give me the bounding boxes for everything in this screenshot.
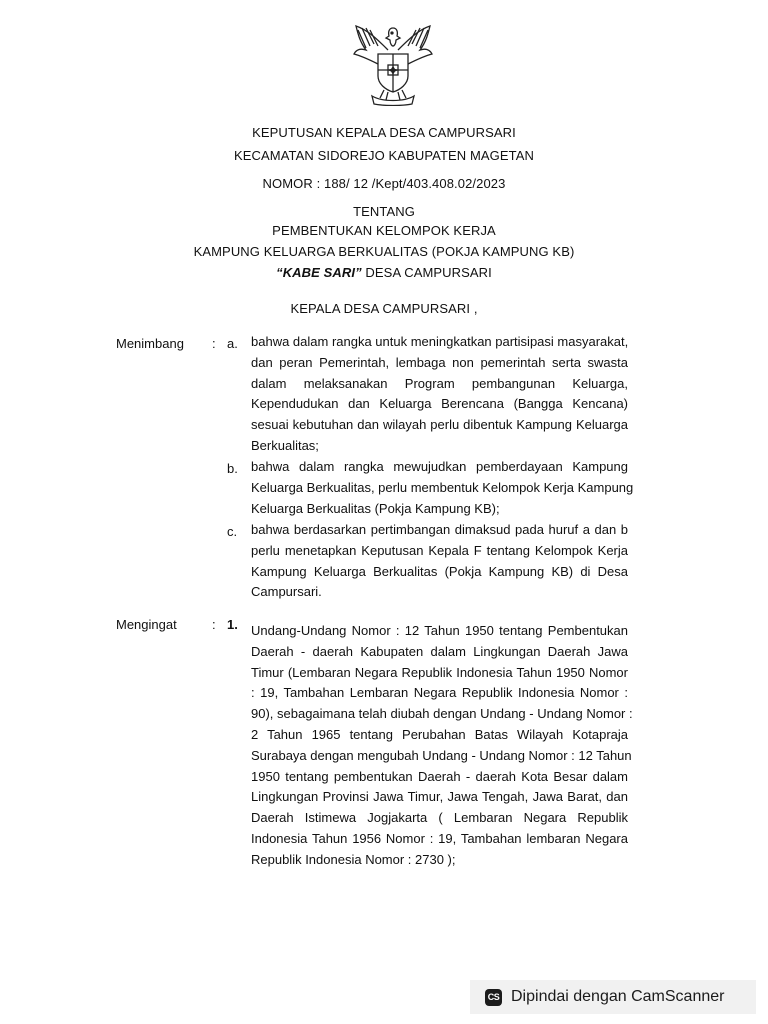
camscanner-icon: CS xyxy=(485,989,502,1006)
menimbang-item-marker: c. xyxy=(227,524,238,539)
text-line: perlu menetapkan Keputusan Kepala F tentang Kelompok Kerja xyxy=(251,542,628,558)
text-line: Surabaya dengan mengubah Undang - Undang Nomor : 12 Tahun xyxy=(251,747,632,763)
text-line: Timur (Lembaran Negara Republik Indonesia Tahun 1950 Nomor xyxy=(251,664,628,680)
mengingat-colon: : xyxy=(212,617,216,632)
text-line: Campursari. xyxy=(251,584,322,600)
program-place: DESA CAMPURSARI xyxy=(361,265,492,280)
camscanner-stamp xyxy=(470,980,756,1014)
menimbang-item-text xyxy=(251,520,628,603)
decree-number: NOMOR : 188/ 12 /Kept/403.408.02/2023 xyxy=(262,176,506,191)
subject-line2: KAMPUNG KELUARGA BERKUALITAS (POKJA KAMPUNG KB) xyxy=(193,244,575,259)
text-line: Undang-Undang Nomor : 12 Tahun 1950 tentang Pembentukan xyxy=(251,623,628,638)
menimbang-item-text xyxy=(251,457,634,519)
text-line: bahwa dalam rangka mewujudkan pemberdayaan Kampung xyxy=(251,459,628,474)
camscanner-text: Dipindai dengan CamScanner xyxy=(511,988,725,1005)
subject-line3 xyxy=(0,265,768,280)
menimbang-label: Menimbang xyxy=(116,336,184,351)
text-line: Republik Indonesia Nomor : 2730 ); xyxy=(251,851,456,867)
text-line: bahwa berdasarkan pertimbangan dimaksud pada huruf a dan b xyxy=(251,522,628,537)
menimbang-item-text xyxy=(251,332,628,457)
menimbang-item-marker: a. xyxy=(227,336,238,351)
text-line: bahwa dalam rangka untuk meningkatkan partisipasi masyarakat, xyxy=(251,334,629,349)
text-line: dalam melaksanakan Program pembangunan Keluarga, xyxy=(251,375,628,391)
text-line: Kampung Keluarga Berkualitas (Pokja Kampung KB) di Desa xyxy=(251,563,628,579)
decree-title-line2: KECAMATAN SIDOREJO KABUPATEN MAGETAN xyxy=(234,148,534,163)
issuing-authority: KEPALA DESA CAMPURSARI , xyxy=(290,301,478,316)
text-line: : 19, Tambahan Lembaran Negara Republik Indonesia Nomor : xyxy=(251,685,628,701)
text-line: sesuai kebutuhan dan wilayah perlu dibentuk Kampung Keluarga xyxy=(251,417,628,433)
text-line: Daerah Istimewa Jogjakarta ( Lembaran Negara Republik xyxy=(251,810,628,826)
text-line: dan peran Pemerintah, lembaga non pemerintah serta swasta xyxy=(251,354,628,370)
mengingat-item-text xyxy=(251,621,633,871)
text-line: 90), sebagaimana telah diubah dengan Undang - Undang Nomor : xyxy=(251,706,633,722)
menimbang-colon: : xyxy=(212,336,216,351)
text-line: Keluarga Berkualitas, perlu membentuk Kelompok Kerja Kampung xyxy=(251,479,634,495)
text-line: Daerah - daerah Kabupaten dalam Lingkungan Daerah Jawa xyxy=(251,643,628,659)
text-line: Kependudukan dan Keluarga Berencana (Bangga Kencana) xyxy=(251,396,628,412)
decree-title-line1: KEPUTUSAN KEPALA DESA CAMPURSARI xyxy=(252,125,516,140)
mengingat-item-marker: 1. xyxy=(227,617,238,632)
subject-line1: PEMBENTUKAN KELOMPOK KERJA xyxy=(272,223,496,238)
text-line: Berkualitas; xyxy=(251,437,319,453)
garuda-emblem-icon xyxy=(348,20,438,106)
text-line: Lingkungan Provinsi Jawa Timur, Jawa Tengah, Jawa Barat, dan xyxy=(251,789,628,805)
text-line: Keluarga Berkualitas (Pokja Kampung KB); xyxy=(251,500,500,516)
program-name: “KABE SARI” xyxy=(276,265,362,280)
text-line: 2 Tahun 1965 tentang Perubahan Batas Wilayah Kotapraja xyxy=(251,726,628,742)
mengingat-label: Mengingat xyxy=(116,617,177,632)
text-line: Indonesia Tahun 1956 Nomor : 19, Tambahan lembaran Negara xyxy=(251,830,628,846)
tentang-heading: TENTANG xyxy=(353,204,415,219)
menimbang-item-marker: b. xyxy=(227,461,238,476)
text-line: 1950 tentang pembentukan Daerah - daerah Kota Besar dalam xyxy=(251,768,628,784)
